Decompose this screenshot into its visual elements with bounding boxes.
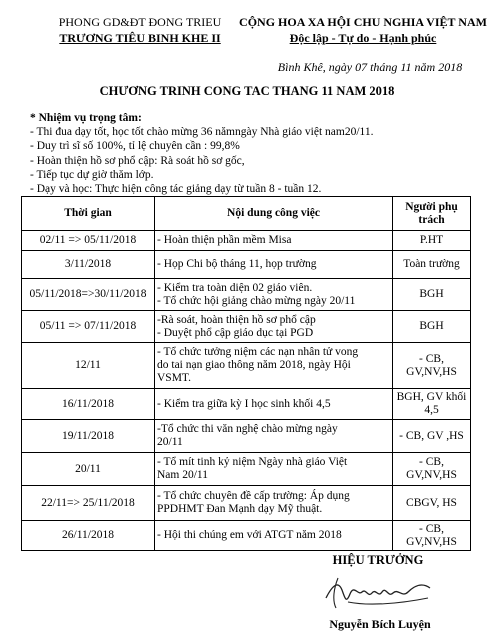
national-title: CỘNG HOA XA HỘI CHU NGHIA VIỆT NAM (239, 15, 487, 29)
row-date: 26/11/2018 (22, 521, 155, 551)
task-item: - Thi đua dạy tốt, học tốt chào mừng 36 nămngày Nhà giáo việt nam20/11. (30, 126, 374, 139)
content-line: - Tổ chức hội giảng chào mừng ngày 20/11 (157, 294, 356, 307)
task-item: - Tiếp tục dự giờ thăm lớp. (30, 168, 154, 181)
national-motto-text: Độc lập - Tự do - Hạnh phúc (289, 31, 437, 45)
content-line: - Tổ mít tinh kỷ niệm Ngày nhà giáo Việt (157, 456, 348, 468)
table-row (22, 279, 471, 311)
content-line: - Duyệt phổ cập giáo dục tại PGD (157, 326, 314, 339)
header-content: Nội dung công việc (155, 197, 393, 231)
table-row (22, 311, 471, 343)
content-line: - Tổ chức chuyên đề cấp trường: Áp dụng (157, 490, 350, 502)
handwritten-signature (318, 568, 443, 613)
row-responsible: BGH (393, 311, 471, 343)
school-name (40, 30, 240, 46)
task-item: - Dạy và học: Thực hiện công tác giảng dạy từ tuần 8 - tuần 12. (30, 183, 322, 196)
content-line: do tai nạn giao thông năm 2018, ngày Hội (157, 359, 351, 371)
row-responsible: - CB, GV,NV,HS (393, 521, 471, 551)
row-content (155, 420, 393, 453)
schedule-table (21, 196, 471, 551)
row-responsible: CBGV, HS (393, 486, 471, 521)
content-line: - Kiểm tra toàn diện 02 giáo viên. (157, 281, 313, 294)
task-item: - Duy trì sĩ số 100%, tỉ lệ chuyên cần : 99,8% (30, 140, 240, 153)
task-item: - Hoàn thiện hồ sơ phổ cập: Rà soát hồ sơ gốc, (30, 154, 245, 167)
content-line: - Hội thi chúng em với ATGT năm 2018 (157, 529, 342, 541)
content-line: - Kiểm tra giữa kỳ I học sinh khối 4,5 (157, 397, 331, 410)
table-row (22, 420, 471, 453)
row-responsible: Toàn trường (393, 251, 471, 279)
table-row (22, 453, 471, 486)
row-date: 02/11 => 05/11/2018 (22, 231, 155, 251)
row-date: 12/11 (22, 343, 155, 389)
table-row (22, 251, 471, 279)
document-title: CHƯƠNG TRINH CONG TAC THANG 11 NAM 2018 (99, 84, 395, 98)
table-row (22, 389, 471, 420)
content-line: VSMT. (157, 372, 191, 384)
row-date: 05/11 => 07/11/2018 (22, 311, 155, 343)
table-row (22, 521, 471, 551)
content-line: - Hoàn thiện phần mềm Misa (157, 234, 292, 246)
header-responsible: Người phụ trách (393, 197, 471, 231)
national-motto (232, 30, 494, 46)
row-date: 22/11=> 25/11/2018 (22, 486, 155, 521)
row-date: 3/11/2018 (22, 251, 155, 279)
row-content (155, 521, 393, 551)
row-content (155, 453, 393, 486)
content-line: - Họp Chi bộ tháng 11, họp trường (157, 258, 317, 270)
principal-name: Nguyễn Bích Luyện (329, 617, 431, 631)
row-date: 20/11 (22, 453, 155, 486)
table-header-row (22, 197, 471, 231)
place-date: Bình Khê, ngày 07 tháng 11 năm 2018 (277, 60, 463, 74)
row-responsible: - CB, GV,NV,HS (393, 343, 471, 389)
row-date: 05/11/2018=>30/11/2018 (22, 279, 155, 311)
row-responsible: P.HT (393, 231, 471, 251)
row-content (155, 389, 393, 420)
row-responsible: - CB, GV ,HS (393, 420, 471, 453)
principal-title: HIỆU TRƯỞNG (332, 553, 424, 567)
row-responsible: BGH (393, 279, 471, 311)
content-line: - Tổ chức tưởng niệm các nạn nhân tử vong (157, 346, 359, 358)
department-name: PHONG GD&ĐT ĐONG TRIEU (58, 15, 222, 29)
row-responsible: BGH, GV khối 4,5 (393, 389, 471, 420)
row-content (155, 279, 393, 311)
row-content (155, 251, 393, 279)
row-content (155, 231, 393, 251)
table-row (22, 231, 471, 251)
header-time: Thời gian (22, 197, 155, 231)
content-line: PPDHMT Đan Mạnh dạy Mỹ thuật. (157, 503, 323, 515)
content-line: -Rà soát, hoàn thiện hồ sơ phổ cập (157, 313, 316, 326)
row-responsible: - CB, GV,NV,HS (393, 453, 471, 486)
content-line: 20/11 (157, 436, 183, 448)
row-content (155, 343, 393, 389)
row-date: 16/11/2018 (22, 389, 155, 420)
table-row (22, 343, 471, 389)
key-tasks-heading: * Nhiệm vụ trọng tâm: (30, 112, 142, 124)
row-date: 19/11/2018 (22, 420, 155, 453)
key-tasks (30, 111, 374, 196)
row-content (155, 311, 393, 343)
row-content (155, 486, 393, 521)
school-name-text: TRƯƠNG TIÊU BINH KHE II (59, 31, 221, 45)
content-line: Nam 20/11 (157, 469, 208, 481)
table-row (22, 486, 471, 521)
content-line: -Tổ chức thi văn nghệ chào mừng ngày (157, 423, 338, 435)
